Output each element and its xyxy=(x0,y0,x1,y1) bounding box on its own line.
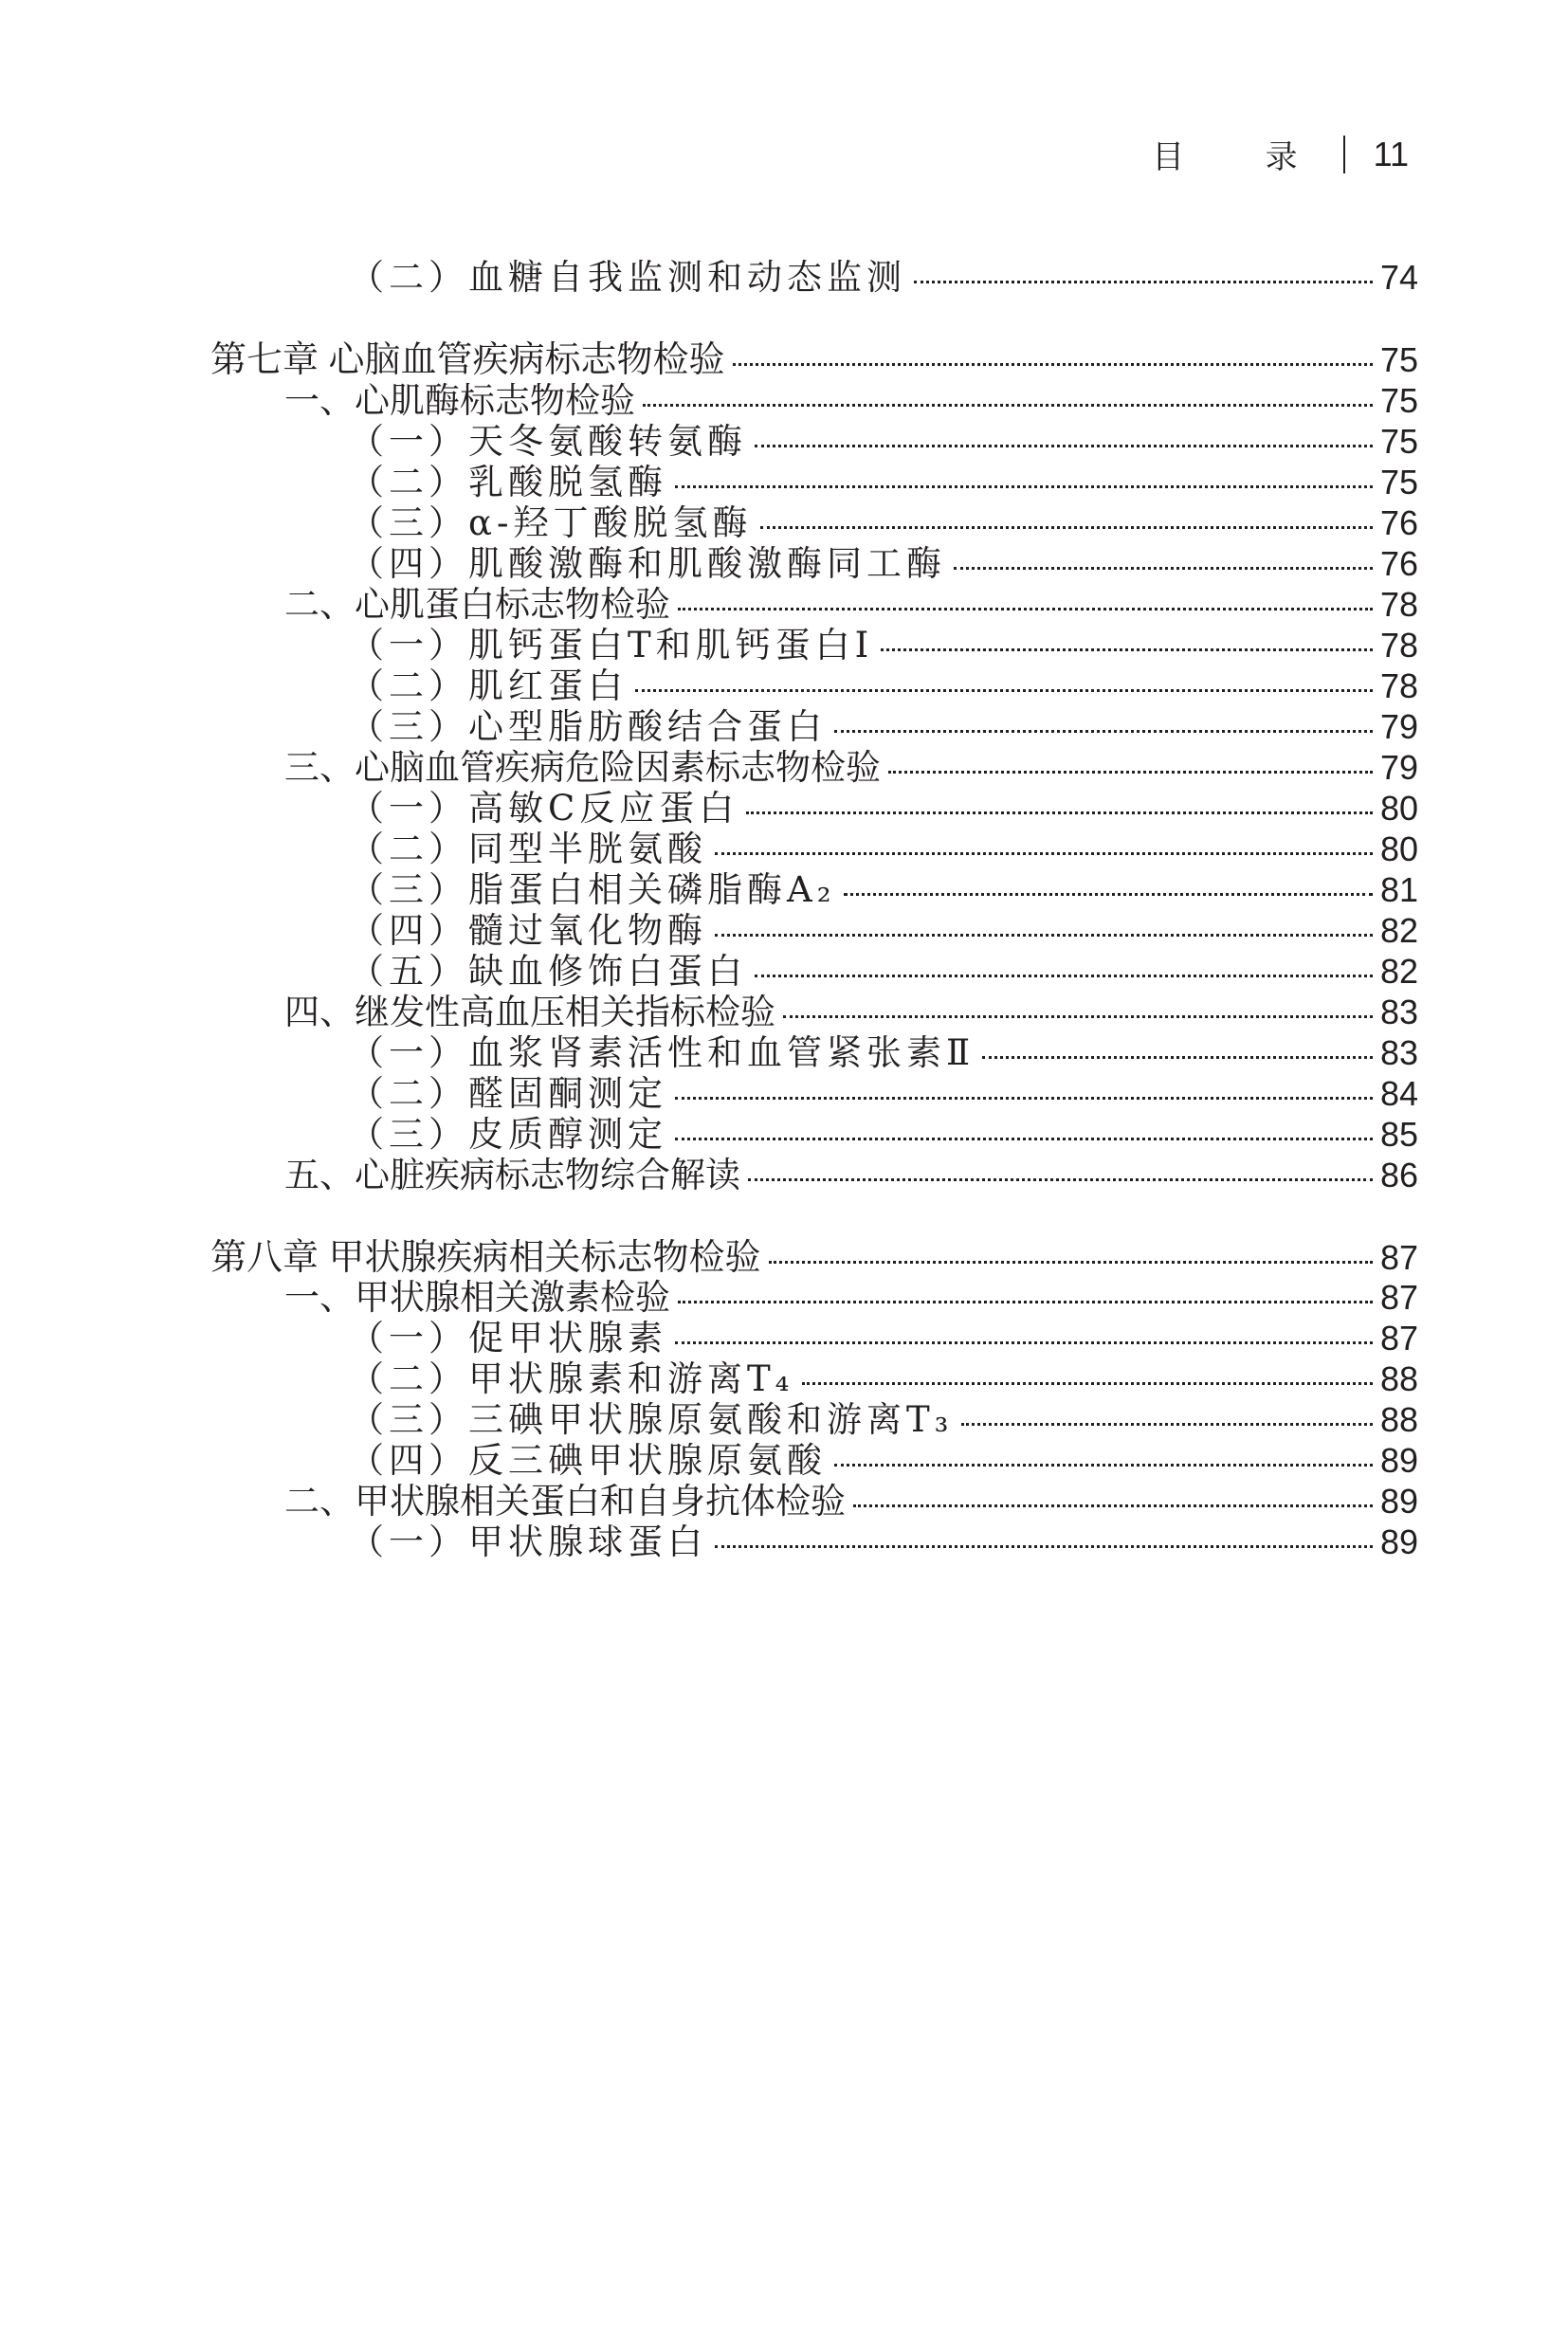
toc-entry-page-number: 75 xyxy=(1379,381,1418,420)
toc-entry-sub[interactable] xyxy=(349,616,1418,665)
toc-entry-sub[interactable] xyxy=(349,1391,1418,1440)
dot-leader xyxy=(834,1464,1373,1467)
toc-entry-page-number: 83 xyxy=(1379,993,1418,1031)
toc-entry-sub[interactable] xyxy=(349,1024,1418,1073)
toc-entry-title: 五、心脏疾病标志物综合解读 xyxy=(284,1156,740,1194)
toc-entry-page-number: 80 xyxy=(1379,829,1418,868)
toc-entry-section[interactable] xyxy=(284,575,1418,624)
dot-leader xyxy=(769,1261,1373,1264)
header-title: 目 录 xyxy=(1152,139,1334,175)
toc-entry-section[interactable] xyxy=(284,738,1418,787)
toc-entry-page-number: 75 xyxy=(1379,422,1418,461)
toc-entry-title: 三、心脑血管疾病危险因素标志物检验 xyxy=(284,748,881,787)
running-header xyxy=(1152,131,1409,177)
toc-entry-sub[interactable] xyxy=(349,1513,1418,1562)
dot-leader xyxy=(675,1138,1373,1140)
toc-entry-sub[interactable] xyxy=(349,1105,1418,1155)
toc-entry-page-number: 88 xyxy=(1379,1400,1418,1439)
toc-entry-page-number: 78 xyxy=(1379,666,1418,705)
toc-entry-page-number: 79 xyxy=(1379,707,1418,746)
toc-entry-title: （四）髓过氧化物酶 xyxy=(349,910,707,951)
dot-leader xyxy=(746,811,1373,814)
toc-entry-page-number: 76 xyxy=(1379,544,1418,583)
dot-leader xyxy=(678,1301,1373,1303)
toc-entry-title: （二）甲状腺素和游离T₄ xyxy=(349,1358,794,1399)
toc-entry-title: （一）促甲状腺素 xyxy=(349,1318,667,1358)
toc-entry-page-number: 76 xyxy=(1379,503,1418,542)
dot-leader xyxy=(954,567,1373,570)
toc-entry-sub[interactable] xyxy=(349,1431,1418,1481)
toc-entry-page-number: 78 xyxy=(1379,585,1418,624)
toc-entry-page-number: 82 xyxy=(1379,952,1418,991)
dot-leader xyxy=(715,852,1373,855)
toc-entry-title: 四、继发性高血压相关指标检验 xyxy=(284,993,775,1031)
dot-leader xyxy=(802,1382,1373,1385)
dot-leader xyxy=(748,1178,1373,1181)
toc-entry-sub[interactable] xyxy=(349,942,1418,992)
toc-entry-page-number: 89 xyxy=(1379,1522,1418,1561)
toc-entry-page-number: 87 xyxy=(1379,1319,1418,1358)
toc-entry-title: （二）醛固酮测定 xyxy=(349,1073,667,1114)
toc-entry-sub[interactable] xyxy=(349,453,1418,502)
toc-entry-title: 二、心肌蛋白标志物检验 xyxy=(284,585,670,624)
toc-entry-sub[interactable] xyxy=(349,1350,1418,1399)
dot-leader xyxy=(715,934,1373,937)
toc-entry-page-number: 85 xyxy=(1379,1115,1418,1154)
toc-entry-page-number: 82 xyxy=(1379,911,1418,950)
toc-entry-sub[interactable] xyxy=(349,779,1418,829)
toc-entry-page-number: 75 xyxy=(1379,340,1418,379)
toc-entry-title: （一）高敏C反应蛋白 xyxy=(349,788,739,829)
dot-leader xyxy=(715,1545,1373,1548)
toc-entry-section[interactable] xyxy=(284,1472,1418,1521)
toc-entry-page-number: 87 xyxy=(1379,1278,1418,1317)
toc-entry-chapter[interactable] xyxy=(210,330,1418,380)
toc-entry-title: （二）血糖自我监测和动态监测 xyxy=(349,257,906,298)
toc-entry-page-number: 75 xyxy=(1379,463,1418,501)
toc-entry-page-number: 89 xyxy=(1379,1482,1418,1521)
toc-entry-title: 二、甲状腺相关蛋白和自身抗体检验 xyxy=(284,1482,846,1521)
toc-entry-title: 一、心肌酶标志物检验 xyxy=(284,381,635,420)
dot-leader xyxy=(675,1341,1373,1344)
toc-entry-title: （三）α-羟丁酸脱氢酶 xyxy=(349,502,753,543)
toc-entry-page-number: 88 xyxy=(1379,1359,1418,1398)
toc-entry-section[interactable] xyxy=(284,1146,1418,1192)
dot-leader xyxy=(760,526,1373,529)
toc-entry-page-number: 83 xyxy=(1379,1033,1418,1072)
dot-leader xyxy=(914,281,1373,283)
toc-entry-page-number: 87 xyxy=(1379,1238,1418,1277)
dot-leader xyxy=(834,730,1373,733)
dot-leader xyxy=(853,1504,1373,1507)
toc-entry-sub[interactable] xyxy=(349,902,1418,951)
toc-entry-sub[interactable] xyxy=(349,698,1418,747)
toc-entry-title: （四）肌酸激酶和肌酸激酶同工酶 xyxy=(349,543,946,584)
toc-entry-page-number: 80 xyxy=(1379,789,1418,828)
dot-leader xyxy=(881,648,1373,651)
toc-entry-page-number: 84 xyxy=(1379,1074,1418,1113)
header-divider xyxy=(1343,136,1345,173)
dot-leader xyxy=(678,608,1373,611)
dot-leader xyxy=(643,404,1373,407)
toc-entry-sub[interactable] xyxy=(349,535,1418,584)
toc-entry-sub[interactable] xyxy=(349,861,1418,910)
toc-entry-chapter[interactable] xyxy=(210,1228,1418,1278)
dot-leader xyxy=(675,485,1373,488)
dot-leader xyxy=(755,975,1373,977)
dot-leader xyxy=(961,1423,1373,1426)
dot-leader xyxy=(888,771,1373,774)
dot-leader xyxy=(635,689,1373,692)
toc-entry-sub[interactable] xyxy=(349,1065,1418,1114)
toc-entry-sub[interactable] xyxy=(349,657,1418,706)
toc-entry-title: （二）乳酸脱氢酶 xyxy=(349,462,667,502)
toc-entry-page-number: 81 xyxy=(1379,870,1418,909)
toc-entry-page-number: 79 xyxy=(1379,748,1418,787)
toc-entry-sub[interactable] xyxy=(349,1309,1418,1358)
toc-entry-sub[interactable] xyxy=(349,412,1418,462)
toc-entry-title: 一、甲状腺相关激素检验 xyxy=(284,1278,670,1317)
toc-entry-section[interactable] xyxy=(284,1268,1418,1317)
dot-leader xyxy=(783,1015,1373,1018)
toc-entry-title: 第七章 心脑血管疾病标志物检验 xyxy=(210,340,725,380)
toc-entry-title: （四）反三碘甲状腺原氨酸 xyxy=(349,1440,827,1481)
toc-entry-title: （一）肌钙蛋白T和肌钙蛋白I xyxy=(349,625,874,665)
toc-entry-sub[interactable] xyxy=(349,494,1418,543)
toc-entry-sub[interactable] xyxy=(349,820,1418,869)
toc-entry-title: （三）心型脂肪酸结合蛋白 xyxy=(349,706,827,747)
toc-entry-title: （二）肌红蛋白 xyxy=(349,665,628,706)
toc-entry-title: （一）血浆肾素活性和血管紧张素Ⅱ xyxy=(349,1032,975,1073)
toc-entry-page-number: 89 xyxy=(1379,1441,1418,1480)
toc-entry-title: （三）三碘甲状腺原氨酸和游离T₃ xyxy=(349,1399,954,1440)
toc-entry-title: （二）同型半胱氨酸 xyxy=(349,829,707,869)
dot-leader xyxy=(755,445,1373,447)
dot-leader xyxy=(675,1097,1373,1100)
dot-leader xyxy=(982,1056,1373,1059)
toc-entry-title: （三）脂蛋白相关磷脂酶A₂ xyxy=(349,869,836,910)
toc-entry-section[interactable] xyxy=(284,983,1418,1029)
header-page-number: 11 xyxy=(1373,134,1409,173)
toc-entry-page-number: 78 xyxy=(1379,626,1418,665)
toc-entry-section[interactable] xyxy=(284,372,1418,420)
toc-entry-page-number: 74 xyxy=(1379,258,1418,297)
dot-leader xyxy=(733,363,1373,366)
dot-leader xyxy=(844,893,1373,896)
toc-entry-title: （一）天冬氨酸转氨酶 xyxy=(349,421,747,462)
toc-entry-title: （五）缺血修饰白蛋白 xyxy=(349,951,747,992)
toc-entry-title: 第八章 甲状腺疾病相关标志物检验 xyxy=(210,1238,761,1278)
toc-entry-sub[interactable] xyxy=(349,248,1418,298)
toc-entry-title: （三）皮质醇测定 xyxy=(349,1114,667,1155)
toc-entry-title: （一）甲状腺球蛋白 xyxy=(349,1522,707,1562)
toc-entry-page-number: 86 xyxy=(1379,1156,1418,1194)
